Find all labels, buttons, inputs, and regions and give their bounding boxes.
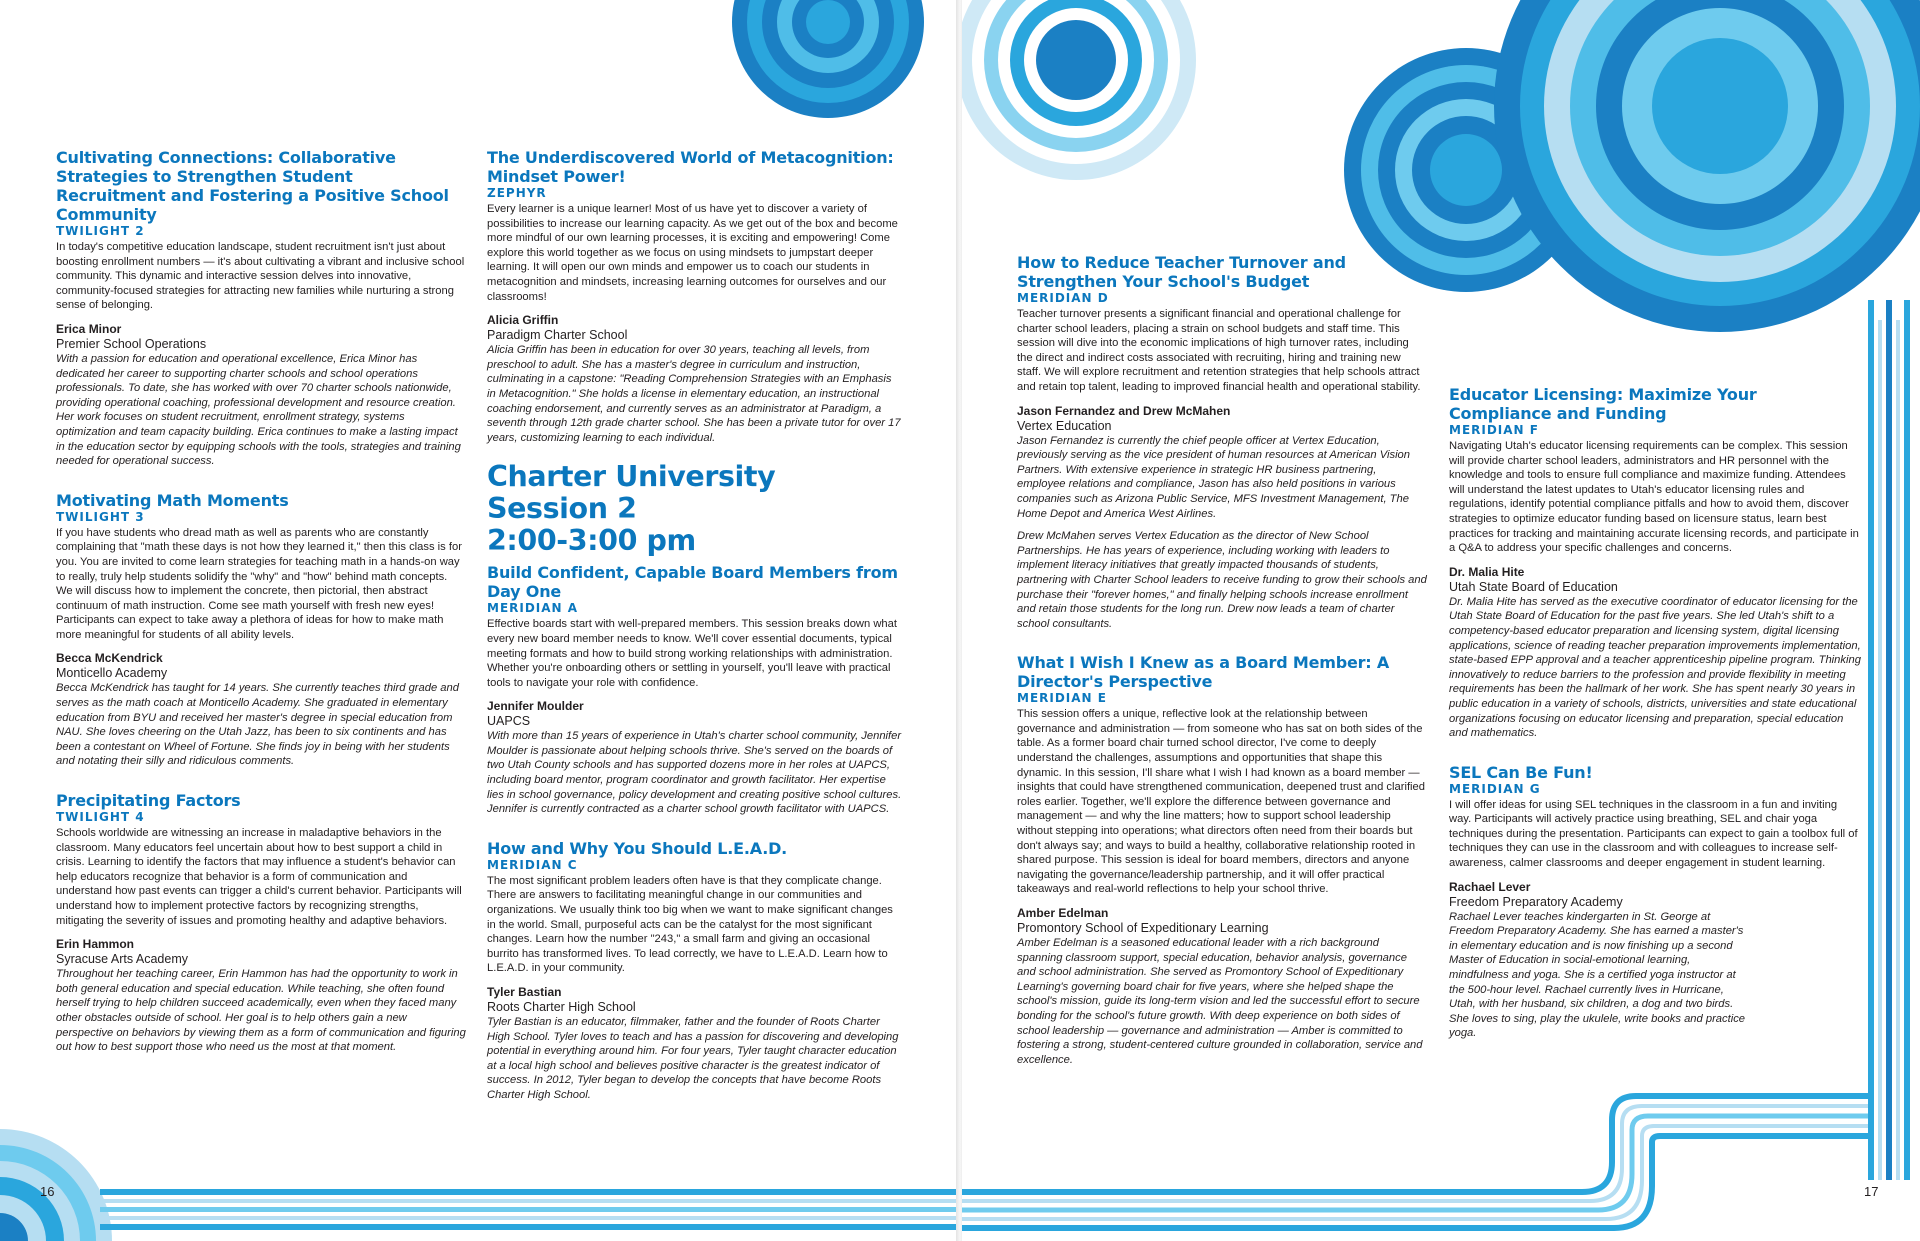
session-lead	[487, 839, 903, 1103]
presenter-name: Rachael Lever	[1449, 879, 1531, 894]
session-title: Precipitating Factors	[56, 791, 241, 811]
session-description: Schools worldwide are witnessing an increase in maladaptive behaviors in the classroom. Many educators feel uncertain about how to best support a child in crisis. Learning to identify the factors that may influence a student's behavior can help educators recognize that behavior is a form of communication and understand how past events can trigger a child's current behavior. Participants will understand how to implement protective factors by recognizing strengths, mitigating the severity of issues and promoting healthy and adaptive behaviors.	[56, 827, 462, 927]
presenter-name: Dr. Malia Hite	[1449, 564, 1525, 579]
session-description: If you have students who dread math as well as parents who are constantly complaining that "math these days is not how they learned it," then this class is for you. You are invited to come learn strategies for teaching math in a hands-on way to really, truly help students solidify the "why" and "how" behind math concepts. We will discuss how to implement the concrete, then pictorial, then abstract continuum of math instruction. Come see math yourself with fresh new eyes! Participants can expect to take away a plethora of ideas for how to make math more meaningful for students of all ability levels.	[56, 526, 462, 641]
presenter-organization: UAPCS	[487, 714, 531, 729]
session-board-members	[487, 563, 903, 817]
stripe-band-right-vertical	[1868, 300, 1910, 1180]
session-title: Educator Licensing: Maximize Your Compliance and Funding	[1449, 385, 1757, 423]
session-description: Effective boards start with well-prepared members. This session breaks down what every new board member needs to know. We'll cover essential documents, typical meeting formats and how to build strong working relationships with administration. Whether you're onboarding others or settling in yourself, you'll leave with practical tools to navigate your role with confidence.	[487, 618, 897, 689]
session-title: How and Why You Should L.E.A.D.	[487, 838, 788, 858]
session-room: MERIDIAN C	[487, 857, 578, 872]
page-number-right: 17	[1864, 1184, 1879, 1199]
session-title: Build Confident, Capable Board Members from Day One	[487, 563, 898, 602]
presenter-name: Alicia Griffin	[487, 313, 559, 328]
session-room: TWILIGHT 4	[56, 810, 145, 825]
session-room: TWILIGHT 3	[56, 509, 145, 524]
session-2-time: 2:00-3:00 pm	[487, 524, 696, 558]
presenter-bio: Becca McKendrick has taught for 14 years. She currently teaches third grade and serves as the math coach at Monticello Academy. She graduated in elementary education from BYU and received her master's degree in special education from NAU. She loves cheering on the Utah Jazz, has been to six continents and has been a contestant on Wheel of Fortune. She finds joy in being with her students and notating their silly and ridiculous comments.	[56, 682, 459, 768]
session-educator-licensing	[1449, 385, 1861, 741]
presenter-organization: Paradigm Charter School	[487, 328, 628, 343]
session-title: The Underdiscovered World of Metacognition: Mindset Power!	[487, 148, 894, 186]
presenter-organization: Premier School Operations	[56, 336, 207, 351]
presenter-bio: Tyler Bastian is an educator, filmmaker, father and the founder of Roots Charter High School. Tyler loves to teach and has a passion for discovering and developing potential in everything around him. For four years, Tyler taught character education at a local high school and believes positive character is the greatest indicator of success. In 2012, Tyler began to develop the concepts that have become Roots Charter High School.	[487, 1016, 899, 1101]
presenter-bio: Rachael Lever teaches kindergarten in St. George at Freedom Preparatory Academy. She has earned a master's in elementary education and is now finishing up a second Master of Education in social-emotional learning, mindfulness and yoga. She is a certified yoga instructor at the 500-hour level. Rachael currently lives in Hurricane, Utah, with her husband, six children, a dog and two birds. She loves to sing, play the ukulele, write books and practice yoga.	[1449, 910, 1746, 1040]
session-description: The most significant problem leaders often have is that they complicate change. There are answers to facilitating meaningful change in our communities and organizations. We usually think too big when we want to make significant changes in the world. Small, purposeful acts can be the catalyst for the most significant changes. Learn how the number "243," a small farm and giving an occasional burrito has transformed lives. To lead correctly, we have to L.E.A.D. Learn how to L.E.A.D. in your community.	[487, 874, 893, 975]
presenter-bio: With more than 15 years of experience in Utah's charter school community, Jennifer Moulder is passionate about helping schools thrive. She's served on the boards of two Utah County schools and has supported dozens more in her roles at UAPCS, including board mentor, program coordinator and growth facilitator. Her expertise lies in school governance, policy development and creating positive school cultures. Jennifer is currently contracted as a charter school growth facilitator with UAPCS.	[487, 730, 902, 816]
presenter-bio: Throughout her teaching career, Erin Hammon has had the opportunity to work in both general education and special education. While teaching, she often found herself trying to help children succeed academically, even when they faced many other obstacles outside of school. Her goal is to help others gain a new perspective on behaviors by viewing them as a form of communication and figuring out how to best support those who need us the most at that moment.	[56, 968, 466, 1054]
session-description: In today's competitive education landscape, student recruitment isn't just about boosting enrollment numbers — it's about cultivating a vibrant and inclusive school community. This dynamic and interactive session delves into innovative, community-focused strategies for attracting new families while nurturing a strong sense of belonging.	[56, 241, 465, 312]
session-description: Teacher turnover presents a significant financial and operational challenge for charter school leaders, placing a strain on school budgets and staff time. This session will dive into the economic implications of high turnover rates, including the direct and indirect costs associated with recruiting, hiring and training new staff. We will explore recruitment and retention strategies that help schools attract and retain top talent, leading to improved financial health and operational stability.	[1017, 308, 1421, 393]
presenter-organization: Syracuse Arts Academy	[56, 952, 189, 967]
presenter-bio: Amber Edelman is a seasoned educational leader with a rich background spanning classroom support, special education, behavior analysis, governance and school administration. She served as Promontory School of Expeditionary Learning's governing board chair for five years, where she helped shape the school's mission, guide its long-term vision and led the successful effort to secure bonding for the school's future growth. With deep experience on both sides of school leadership — governance and administration — Amber is committed to fostering a strong, student-centered culture grounded in collaboration, service and excellence.	[1017, 937, 1423, 1066]
session-room: MERIDIAN A	[487, 601, 579, 616]
presenter-bio: Jason Fernandez is currently the chief people officer at Vertex Education, previously serving as the vice president of human resources at American Vision Partners. With extensive experience in strategic HR business partnering, employee relations and compliance, Jason has also held positions in various companies such as Arizona Public Service, MFS Investment Management, The Home Depot and America West Airlines.	[1017, 434, 1410, 520]
presenter-name: Tyler Bastian	[487, 985, 562, 999]
session-title: How to Reduce Teacher Turnover and Strengthen Your School's Budget	[1017, 253, 1346, 291]
session-2-title: Charter University Session 2	[487, 460, 776, 526]
stripe-band-bottom-right	[962, 1096, 1868, 1228]
session-description: I will offer ideas for using SEL techniques in the classroom in a fun and inviting way. Participants will actively practice using breathing, SEL and chair yoga techniques during the presentation. Participants can expect to gain a toolbox full of techniques they can use in the classroom and with colleagues to increase self-awareness, calmer classrooms and deeper engagement in student learning.	[1449, 798, 1858, 870]
presenter-name: Jennifer Moulder	[487, 699, 584, 714]
presenter-bio-second: Drew McMahen serves Vertex Education as the director of New School Partnerships. He has years of experience, including working with leaders to implement literacy initiatives that greatly impacted thousands of students, partnering with Charter School leaders to receive funding to grow their schools and purchase their "forever homes," and finally helping schools increase enrollment and retain those students for the long run. Drew now leads a team of charter school consultants.	[1017, 530, 1427, 630]
session-room: MERIDIAN D	[1017, 291, 1109, 305]
session-title: SEL Can Be Fun!	[1449, 762, 1593, 782]
left-column-2	[487, 148, 903, 1119]
right-page	[962, 0, 1920, 1241]
presenter-organization: Vertex Education	[1017, 418, 1112, 433]
session-room: MERIDIAN E	[1017, 691, 1107, 706]
session-room: TWILIGHT 2	[56, 224, 145, 238]
session-room: ZEPHYR	[487, 186, 547, 200]
session-title: Motivating Math Moments	[56, 490, 289, 510]
presenter-organization: Utah State Board of Education	[1449, 579, 1618, 594]
presenter-name: Becca McKendrick	[56, 651, 163, 666]
presenter-organization: Promontory School of Expeditionary Learning	[1017, 921, 1269, 935]
presenter-organization: Monticello Academy	[56, 666, 168, 681]
session-room: MERIDIAN F	[1449, 423, 1539, 437]
presenter-bio: Alicia Griffin has been in education for over 30 years, teaching all levels, from preschool to adult. She has a master's degree in curriculum and instruction, culminating in a capstone: "Reading Comprehension Strategies with an Emphasis in Metacognition." She holds a license in elementary education, an instructional coaching endorsement, and currently serves as an administrator at Paradigm, a seventh through 12th grade charter school. She has been a private tutor for over 17 years, customizing learning to each individual.	[487, 344, 901, 444]
presenter-name: Erica Minor	[56, 321, 122, 336]
session-title: Cultivating Connections: Collaborative Strategies to Strengthen Student Recruitment and Fostering a Positive School Community	[56, 148, 449, 224]
presenter-organization: Roots Charter High School	[487, 1000, 636, 1014]
concentric-circles-large	[1494, 0, 1920, 332]
session-title: What I Wish I Knew as a Board Member: A Director's Perspective	[1017, 653, 1390, 692]
left-column-1	[56, 148, 466, 1071]
presenter-name: Erin Hammon	[56, 937, 135, 952]
session-description: This session offers a unique, reflective look at the relationship between governance and administration — from someone who has sat on both sides of the table. As a former board chair turned school director, I've come to deeply understand the challenges, assumptions and opportunities that shape this dynamic. In this session, I'll share what I wish I had known as a board member — insights that could have strengthened communication, deepened trust and clarified roles earlier. Together, we'll explore the difference between governance and management — and why the line matters; how to support school leadership without stepping into operations; what directors often need from their boards but don't always say; and ways to build a healthy, collaborative relationship rooted in shared purpose. This session is ideal for board members, directors and anyone navigating the governance/leadership partnership, and it will offer practical takeaways and real-world reflections to help your school thrive.	[1017, 708, 1425, 896]
session-teacher-turnover	[1017, 253, 1427, 631]
session-motivating-math	[56, 491, 466, 769]
page-number-left: 16	[40, 1184, 55, 1199]
session-sel-fun	[1449, 763, 1861, 1041]
concentric-circles-bottom-left	[0, 1129, 112, 1241]
session-description: Every learner is a unique learner! Most of us have yet to discover a variety of possibilities to increase our learning capacity. As we get out of the box and become more mindful of our own learning processes, it is exciting and empowering! Come explore this world together as we focus on using mindsets to jumpstart deeper learning. It will open our own minds and empower us to coach our students in metacognition and mindsets, increasing learning outcomes for ourselves and our classrooms!	[487, 203, 898, 303]
presenter-name: Jason Fernandez and Drew McMahen	[1017, 403, 1231, 418]
session-room: MERIDIAN G	[1449, 781, 1541, 796]
right-column-2	[1449, 385, 1861, 1057]
presenter-organization: Freedom Preparatory Academy	[1449, 894, 1623, 909]
right-column-1	[1017, 253, 1427, 1083]
left-page	[0, 0, 958, 1241]
session-2-heading	[487, 461, 903, 557]
stripe-band-bottom-left	[100, 1189, 958, 1230]
session-board-member-perspective	[1017, 653, 1427, 1067]
session-cultivating-connections	[56, 148, 466, 469]
concentric-circles-top-left	[732, 0, 924, 118]
session-precipitating-factors	[56, 791, 466, 1055]
presenter-bio: Dr. Malia Hite has served as the executive coordinator of educator licensing for the Utah State Board of Education for the past five years. She led Utah's shift to a competency-based educator preparation and licensing system, digital licensing applications, science of reading teacher preparation improvements implementation, state-based EPP approval and a teacher apprenticeship pipeline program. Thinking innovatively to reduce barriers to the profession and provide flexibility in meeting requirements has been the hallmark of her work. She has spent nearly 30 years in public education in a variety of schools, districts, universities and state educational organizations focusing on educator licensing and preparation, special education and mathematics.	[1449, 595, 1861, 740]
concentric-circles-top-small	[962, 0, 1196, 180]
session-metacognition	[487, 148, 903, 445]
session-description: Navigating Utah's educator licensing requirements can be complex. This session will provide charter school leaders, administrators and HR personnel with the knowledge and tools to ensure full compliance and maximize funding. Attendees will understand the latest updates to Utah's educator licensing rules and regulations, identify potential compliance pitfalls and how to avoid them, discover strategies to optimize educator funding based on licensure status, learn best practices for tracking and maintaining accurate licensing records, and participate in a Q&A to address your specific challenges and concerns.	[1449, 440, 1859, 555]
presenter-name: Amber Edelman	[1017, 906, 1109, 920]
presenter-bio: With a passion for education and operational excellence, Erica Minor has dedicated her career to supporting charter schools and school operations professionals. To date, she has worked with over 70 charter schools nationwide, providing operational coaching, professional development and resource creation. Her work focuses on student recruitment, enrollment strategy, systems optimization and team capacity building. Erica continues to make a lasting impact in the education sector by equipping schools with the tools, strategies and training needed for operational success.	[56, 352, 461, 468]
